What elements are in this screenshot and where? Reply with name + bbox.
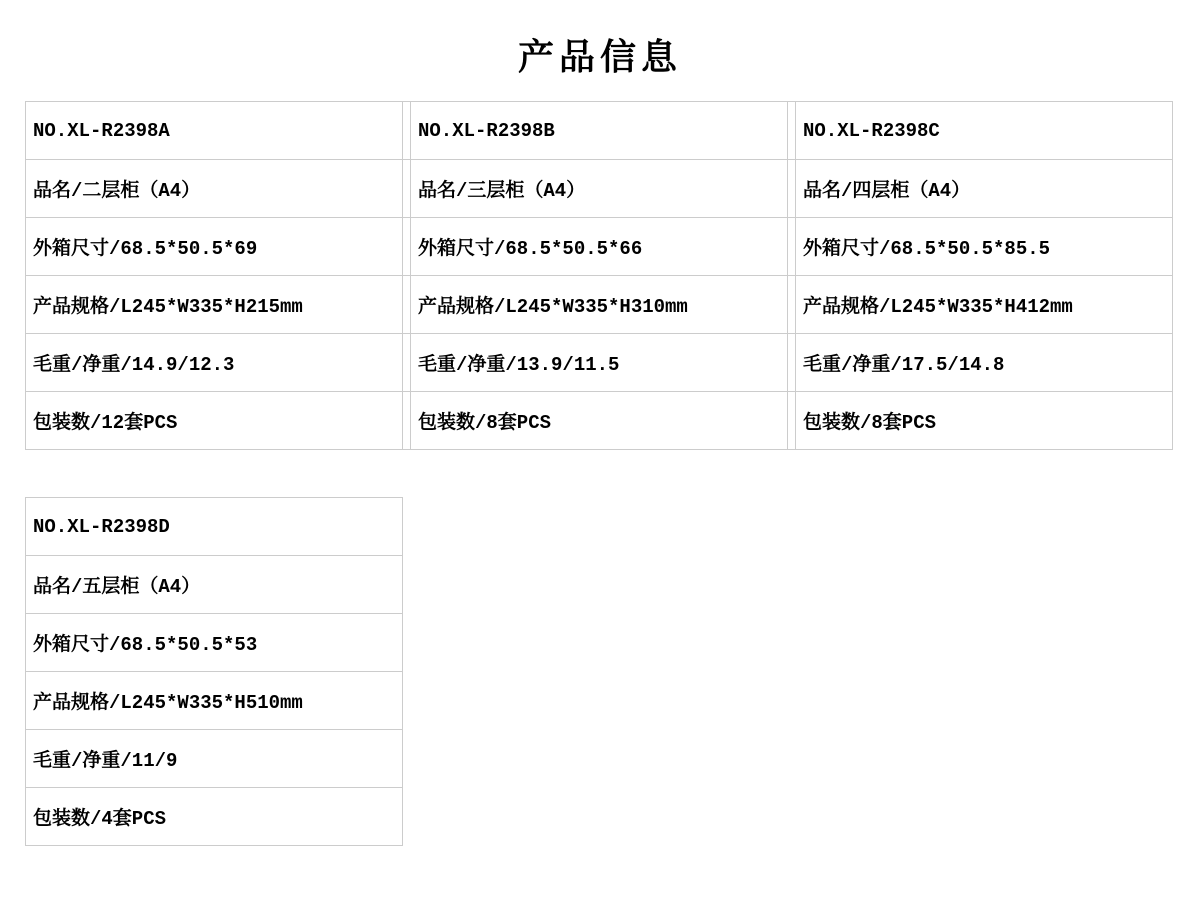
- product-table-top: [25, 101, 1173, 450]
- column-spacer: [788, 276, 796, 334]
- table-row-weight: [26, 730, 403, 788]
- carton-size-cell: 外箱尺寸/68.5*50.5*69: [26, 218, 403, 276]
- carton-size-cell: 外箱尺寸/68.5*50.5*66: [411, 218, 788, 276]
- column-spacer: [788, 334, 796, 392]
- gross-net-weight-cell: 毛重/净重/17.5/14.8: [796, 334, 1173, 392]
- column-spacer: [788, 218, 796, 276]
- product-spec-cell: 产品规格/L245*W335*H510mm: [26, 672, 403, 730]
- column-spacer: [403, 334, 411, 392]
- product-name-cell: 品名/四层柜（A4）: [796, 160, 1173, 218]
- table-row-carton-size: [26, 218, 1173, 276]
- table-row-product-spec: [26, 276, 1173, 334]
- product-spec-cell: 产品规格/L245*W335*H215mm: [26, 276, 403, 334]
- column-spacer: [403, 392, 411, 450]
- table-row-model-no: [26, 102, 1173, 160]
- table-row-product-name: [26, 160, 1173, 218]
- table-row-packing-qty: [26, 788, 403, 846]
- column-spacer: [403, 276, 411, 334]
- table-row-product-name: [26, 556, 403, 614]
- table-row-product-spec: [26, 672, 403, 730]
- column-spacer: [788, 392, 796, 450]
- carton-size-cell: 外箱尺寸/68.5*50.5*53: [26, 614, 403, 672]
- gross-net-weight-cell: 毛重/净重/11/9: [26, 730, 403, 788]
- product-spec-cell: 产品规格/L245*W335*H310mm: [411, 276, 788, 334]
- carton-size-cell: 外箱尺寸/68.5*50.5*85.5: [796, 218, 1173, 276]
- column-spacer: [403, 102, 411, 160]
- product-table-d: [25, 497, 403, 846]
- table-row-carton-size: [26, 614, 403, 672]
- product-name-cell: 品名/三层柜（A4）: [411, 160, 788, 218]
- product-name-cell: 品名/二层柜（A4）: [26, 160, 403, 218]
- model-no-cell: NO.XL-R2398B: [411, 102, 788, 160]
- table-row-packing-qty: [26, 392, 1173, 450]
- packing-qty-cell: 包装数/12套PCS: [26, 392, 403, 450]
- product-spec-cell: 产品规格/L245*W335*H412mm: [796, 276, 1173, 334]
- model-no-cell: NO.XL-R2398C: [796, 102, 1173, 160]
- column-spacer: [788, 102, 796, 160]
- gross-net-weight-cell: 毛重/净重/13.9/11.5: [411, 334, 788, 392]
- model-no-cell: NO.XL-R2398A: [26, 102, 403, 160]
- model-no-cell: NO.XL-R2398D: [26, 498, 403, 556]
- packing-qty-cell: 包装数/4套PCS: [26, 788, 403, 846]
- column-spacer: [403, 218, 411, 276]
- product-name-cell: 品名/五层柜（A4）: [26, 556, 403, 614]
- column-spacer: [403, 160, 411, 218]
- page-title: 产品信息: [517, 36, 682, 77]
- column-spacer: [788, 160, 796, 218]
- packing-qty-cell: 包装数/8套PCS: [796, 392, 1173, 450]
- table-row-weight: [26, 334, 1173, 392]
- gross-net-weight-cell: 毛重/净重/14.9/12.3: [26, 334, 403, 392]
- packing-qty-cell: 包装数/8套PCS: [411, 392, 788, 450]
- table-row-model-no: [26, 498, 403, 556]
